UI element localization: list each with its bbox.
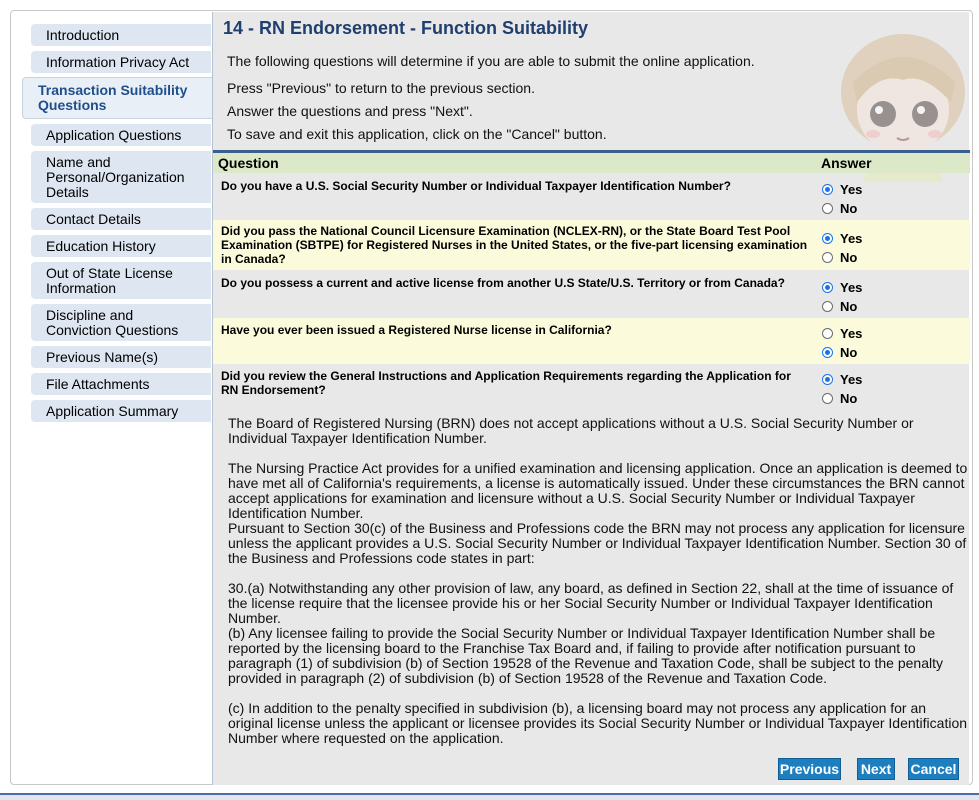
sidebar-item-label: Discipline and Conviction Questions xyxy=(46,306,179,338)
intro-line: Answer the questions and press "Next". xyxy=(227,103,473,119)
radio-label: Yes xyxy=(840,325,863,341)
radio-selected-icon xyxy=(822,233,833,244)
radio-unselected-icon xyxy=(822,301,833,312)
radio-selected-icon xyxy=(822,282,833,293)
q1-no-radio[interactable] xyxy=(822,200,857,216)
radio-label: No xyxy=(840,344,858,360)
question-row xyxy=(213,365,970,411)
radio-label: No xyxy=(840,249,858,265)
sidebar-item-label: Previous Name(s) xyxy=(46,348,159,365)
radio-label: No xyxy=(840,390,858,406)
radio-label: Yes xyxy=(840,279,863,295)
previous-button[interactable]: Previous xyxy=(778,758,841,780)
question-text: Have you ever been issued a Registered Nurse license in California? xyxy=(221,323,612,337)
q2-yes-radio[interactable] xyxy=(822,230,862,246)
question-text: Do you possess a current and active license from another U.S State/U.S. Territory or from Canada? xyxy=(221,276,785,290)
sidebar-item-out-of-state-license[interactable] xyxy=(31,262,211,299)
sidebar-item-introduction[interactable] xyxy=(31,24,211,46)
sidebar-item-discipline-conviction[interactable] xyxy=(31,304,211,341)
sidebar-item-label: Introduction xyxy=(46,26,120,43)
radio-label: Yes xyxy=(840,230,863,246)
sidebar xyxy=(0,0,212,798)
radio-unselected-icon xyxy=(822,252,833,263)
info-paragraph: 30.(a) Notwithstanding any other provision of law, any board, as defined in Section 22, shall at the time of issuance of the license require that the licensee provide his or her Social Security Number or Individual Taxpayer Identification Number. xyxy=(228,580,954,626)
info-paragraph: The Nursing Practice Act provides for a unified examination and licensing application. Once an application is deemed to have met all of California's requirements, a license is automatically issued. Under these circumstances the BRN cannot accept applications for examination and licensure without a U.S. Social Security Number or Individual Taxpayer Identification Number. xyxy=(228,460,968,521)
info-paragraph: (b) Any licensee failing to provide the Social Security Number or Individual Taxpayer Identification Number shall be reported by the licensing board to the Franchise Tax Board and, if failing to provide after notification pursuant to paragraph (1) of subdivision (b) of Section 19528 of the Revenue and Taxation Code, shall be subject to the penalty provided in paragraph (2) of subdivision (b) of Section 19528 of the Revenue and Taxation Code. xyxy=(228,625,943,686)
q5-yes-radio[interactable] xyxy=(822,371,862,387)
radio-unselected-icon xyxy=(822,203,833,214)
radio-label: Yes xyxy=(840,371,863,387)
info-paragraph: (c) In addition to the penalty specified in subdivision (b), a licensing board may not process any application for an original license unless the applicant or licensee provides its Social Security Number or Individual Taxpayer Identification Number where requested on the application. xyxy=(228,700,968,746)
q5-no-radio[interactable] xyxy=(822,390,857,406)
radio-label: No xyxy=(840,200,858,216)
sidebar-item-file-attachments[interactable] xyxy=(31,373,211,395)
bottom-border xyxy=(0,793,979,800)
question-row xyxy=(213,271,970,317)
q4-yes-radio[interactable] xyxy=(822,325,862,341)
sidebar-item-label: Out of State License Information xyxy=(46,264,173,296)
sidebar-item-label: File Attachments xyxy=(46,375,150,392)
sidebar-item-application-questions[interactable] xyxy=(31,124,211,146)
q3-yes-radio[interactable] xyxy=(822,279,862,295)
question-row xyxy=(213,318,970,364)
radio-label: No xyxy=(840,298,858,314)
sidebar-item-label: Information Privacy Act xyxy=(46,53,190,70)
q4-no-radio[interactable] xyxy=(822,344,857,360)
sidebar-item-label: Application Summary xyxy=(46,402,179,419)
radio-selected-icon xyxy=(822,347,833,358)
radio-selected-icon xyxy=(822,184,833,195)
sidebar-item-application-summary[interactable] xyxy=(31,400,211,422)
question-column-header: Question xyxy=(218,155,279,171)
q3-no-radio[interactable] xyxy=(822,298,857,314)
next-button[interactable]: Next xyxy=(857,758,895,780)
questions-header xyxy=(213,153,970,173)
page-title: 14 - RN Endorsement - Function Suitability xyxy=(223,18,589,38)
sidebar-item-contact-details[interactable] xyxy=(31,208,211,230)
sidebar-item-transaction-suitability-questions[interactable] xyxy=(22,77,212,119)
sidebar-item-education-history[interactable] xyxy=(31,235,211,257)
q1-yes-radio[interactable] xyxy=(822,181,862,197)
intro-line: Press "Previous" to return to the previous section. xyxy=(227,80,535,96)
sidebar-item-label: Education History xyxy=(46,237,156,254)
intro-line: The following questions will determine if you are able to submit the online application. xyxy=(227,53,755,69)
radio-unselected-icon xyxy=(822,328,833,339)
radio-label: Yes xyxy=(840,181,863,197)
question-row xyxy=(213,220,970,270)
info-paragraph: Pursuant to Section 30(c) of the Business and Professions code the BRN may not process any application for licensure unless the applicant provides a U.S. Social Security Number or Individual Taxpayer Identification Number. Section 30 of the Business and Professions code states in part: xyxy=(228,520,967,566)
cancel-button[interactable]: Cancel xyxy=(908,758,959,780)
sidebar-item-information-privacy-act[interactable] xyxy=(31,51,211,73)
radio-selected-icon xyxy=(822,374,833,385)
question-text: Do you have a U.S. Social Security Number or Individual Taxpayer Identification Number? xyxy=(221,179,731,193)
sidebar-item-previous-names[interactable] xyxy=(31,346,211,368)
sidebar-item-label: Name and Personal/Organization Details xyxy=(46,153,185,200)
info-paragraph: The Board of Registered Nursing (BRN) does not accept applications without a U.S. Social Security Number or Individual Taxpayer Identification Number. xyxy=(228,415,914,446)
q2-no-radio[interactable] xyxy=(822,249,857,265)
question-text: Did you review the General Instructions and Application Requirements regarding the Application for RN Endorsement? xyxy=(221,369,791,397)
radio-unselected-icon xyxy=(822,393,833,404)
main-panel xyxy=(212,12,969,785)
sidebar-item-label: Application Questions xyxy=(46,126,182,143)
intro-line: To save and exit this application, click on the "Cancel" button. xyxy=(227,126,607,142)
question-row xyxy=(213,173,970,219)
answer-column-header: Answer xyxy=(821,155,872,171)
question-text: Did you pass the National Council Licensure Examination (NCLEX-RN), or the State Board Test Pool Examination (SBTPE) for Registered Nurses in the United States, or the five-part licensing examination in Canada? xyxy=(221,224,808,266)
sidebar-item-label: Transaction Suitability Questions xyxy=(38,82,188,113)
sidebar-item-label: Contact Details xyxy=(46,210,141,227)
sidebar-item-name-personal-details[interactable] xyxy=(31,151,211,203)
